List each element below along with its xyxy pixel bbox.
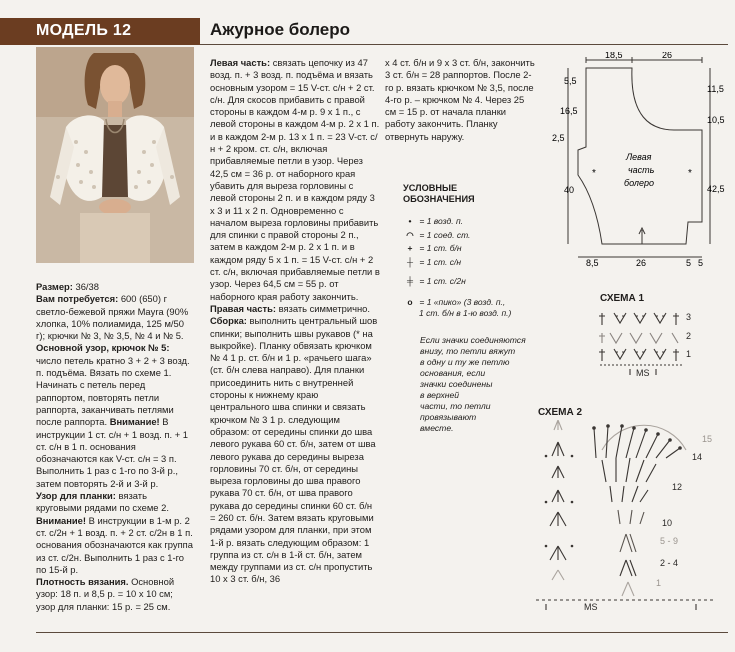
note-line: в верхней — [420, 390, 460, 400]
legend-item — [403, 216, 463, 226]
legend-item — [403, 257, 461, 267]
size-label: Размер: — [36, 281, 73, 292]
schema-2-chart — [536, 420, 716, 610]
model-banner — [0, 18, 200, 45]
pattern-label-1: Левая — [626, 152, 652, 162]
slip-stitch-icon: ◠ — [406, 230, 414, 240]
instructions-column-3 — [385, 57, 535, 143]
note-line: основания, если — [420, 368, 486, 378]
right-part-label: Правая часть: — [210, 302, 276, 314]
legend-item-text: = 1 «пико» (3 возд. п., — [419, 297, 506, 307]
density-text: Основной узор: 18 п. и 8,5 р. = 10 x 10 см; узор для планки: 15 р. = 25 см. — [36, 576, 175, 612]
page-title: Ажурное болеро — [210, 20, 351, 39]
density-label: Плотность вязания. — [36, 576, 129, 588]
model-photo — [36, 47, 194, 263]
schema-2-row-2-4: 2 - 4 — [660, 558, 679, 568]
seam-star-right: * — [688, 168, 692, 179]
attention2-text: В инструкции в 1-м р. 2 ст. с/2н + 1 возд. п. + 2 ст. с/2н в 1 п. основания обозначаются как группа из ст. с/2н. Выполнить 1 раз с 1-го по 15-й р. — [36, 514, 193, 575]
schema-2-row-10: 10 — [662, 518, 673, 528]
dim-top-1: 18,5 — [605, 52, 623, 60]
note-line: в одну и ту же петлю — [420, 357, 510, 367]
seam-star-left: * — [592, 168, 596, 179]
assembly-text: выполнить центральный шов спинки; выполнить швы рукавов (* на выкройке). Планку обвязать крючком № 4 1 р. ст. б/н и 1 р. «рачьего шага» (ст. б/н слева направо). Для планки присоединить нить с внутренней стороны к нижнему краю центрального шва спинки и связать крючком № 3 1 р. следующим образом: от середины спинки до шва левого рукава 60 ст. б/н, затем от шва левого рукава до середины выреза горловины 70 ст. б/н, от середины выреза горловины до шва правого рукава 70 ст. б/н, от шва правого рукава до середины спинки 60 ст. б/н = 260 ст. б/н. Затем вязать круговыми рядами узором для планки, при этом 1-й р. вязать следующим образом: 1 группа из ст. с/н в 1-й ст. б/н, затем между группами из ст. с/н пропустить 10 x 3 ст. б/н, 36 — [210, 315, 378, 585]
schema-1-chart — [596, 307, 696, 377]
bottom-rule — [36, 632, 728, 633]
treble-crochet-icon: ╪ — [406, 276, 414, 286]
continuation-text: x 4 ст. б/н и 9 x 3 ст. б/н, закончить 3 ст. б/н = 28 раппортов. После 2-го р. вязать крючком № 3,5, после 4-го р. – крючком № 4. Через 25 см = 15 р. от начала планки работу закончить. Планку отвернуть наружу. — [385, 57, 535, 142]
right-part-text: вязать симметрично. — [278, 302, 370, 314]
legend-item-text: = 1 возд. п. — [419, 216, 463, 226]
picot-icon: о — [407, 297, 413, 307]
border-pattern-label: Узор для планки: — [36, 490, 116, 502]
legend-item-text: = 1 ст. с/н — [419, 257, 462, 267]
dim-bottom-3: 5 — [686, 258, 692, 268]
instructions-column-1 — [36, 281, 194, 613]
left-part-label: Левая часть: — [210, 57, 271, 68]
schema-2-row-5-9: 5 - 9 — [660, 536, 679, 546]
schema-1-row-3: 3 — [686, 312, 692, 322]
needs-text: 600 (650) г светло-бежевой пряжи Mayra (90% хлопка, 10% полиамида, 125 м/50 г); крючки № 3, № 3,5, № 4 и № 5. — [36, 293, 189, 342]
left-part-text: связать цепочку из 47 возд. п. + 3 возд. п. подъёма и вязать основным узором = 15 V-ст. с/н + 2 ст. с/н. Для скосов прибавить с правой стороны в каждом 4-м р. 9 x 1 п., с левой стороны в каждом 4-м р. 2 x 1 п. и в каждом 2-м р. 13 x 1 п. = 23 V-ст. с/н + 2 кром. ст. с/н, включая прибавляемые петли в узор. Через 42,5 см = 36 р. от наборного края убавить для выреза горловины с левой стороны 2 п. и в каждом ряду 3 x 3 и 11 x 2 п. Одновременно с началом выреза горловины прибавить для спинки с правой стороны 2 п., затем в каждом 2-м р. 2 x 1 п. и в каждом ряду 5 x 1 п. = 15 V-ст. с/н + 2 ст. с/н, включая прибавляемые петли в узор. Через 64,5 см = 55 р. от наборного края работу закончить. — [210, 57, 380, 302]
note-line: значки соединены — [420, 379, 493, 389]
legend-item — [403, 230, 470, 240]
assembly-label: Сборка: — [210, 315, 247, 327]
schema-1-row-1: 1 — [686, 349, 692, 359]
chain-stitch-icon: • — [408, 216, 412, 226]
schema-2-row-1: 1 — [656, 578, 662, 588]
schema-2-ms: MS — [584, 602, 598, 612]
legend-item — [419, 308, 511, 318]
dim-bottom-2: 26 — [636, 258, 647, 268]
symbols-note — [420, 335, 530, 434]
note-line: Если значки соединяются — [420, 335, 526, 345]
size-value: 36/38 — [75, 281, 99, 292]
note-line: провязывают — [420, 412, 477, 422]
attention2-label: Внимание! — [36, 514, 86, 526]
dim-left-1: 5,5 — [564, 76, 577, 86]
single-crochet-icon: + — [407, 243, 413, 253]
header-rule — [200, 44, 728, 45]
legend-item-text: = 1 ст. с/2н — [419, 276, 466, 286]
instructions-column-2 — [210, 57, 380, 586]
legend-item — [403, 276, 466, 286]
legend-title-2: ОБОЗНАЧЕНИЯ — [403, 194, 475, 204]
schema-2-label: СХЕМА 2 — [538, 407, 583, 418]
border-pattern-text: вязать круговыми рядами по схеме 2. — [36, 490, 169, 514]
note-line: части, то петли — [420, 401, 491, 411]
schema-2-row-15: 15 — [702, 434, 713, 444]
legend-item — [403, 297, 505, 307]
schema-1-label: СХЕМА 1 — [600, 293, 645, 304]
attention-label: Внимание! — [109, 416, 160, 428]
legend-title-1: УСЛОВНЫЕ — [403, 183, 458, 193]
note-line: внизу, то петли вяжут — [420, 346, 516, 356]
double-crochet-icon: ┼ — [406, 257, 414, 267]
dim-right-3: 42,5 — [707, 184, 725, 194]
dim-left-3: 2,5 — [552, 133, 565, 143]
note-line: вместе. — [420, 423, 454, 433]
dim-left-2: 16,5 — [560, 106, 578, 116]
needs-label: Вам потребуется: — [36, 293, 119, 305]
schema-1-row-2: 2 — [686, 331, 692, 341]
legend-item-text: = 1 соед. ст. — [419, 230, 471, 240]
main-pattern-label: Основной узор, крючок № 5: — [36, 342, 170, 354]
pattern-label-3: болеро — [624, 178, 654, 188]
legend-item-text: 1 ст. б/н в 1-ю возд. п.) — [419, 308, 512, 318]
legend — [403, 183, 518, 318]
bolero-photo-illustration — [36, 47, 194, 263]
dim-bottom-1: 8,5 — [586, 258, 599, 268]
main-pattern-text: число петель кратно 3 + 2 + 3 возд. п. подъёма. Вязать по схеме 1. Начинать с петель перед раппортом, повторять петли раппорта, заканчивать петлями после раппорта. — [36, 354, 190, 428]
legend-item — [403, 243, 462, 253]
model-label: МОДЕЛЬ 12 — [36, 22, 132, 39]
dim-right-2: 10,5 — [707, 115, 725, 125]
dim-bottom-4: 5 — [698, 258, 704, 268]
schema-2-row-12: 12 — [672, 482, 683, 492]
attention-text: В инструкции 1 ст. с/н + 1 возд. п. + 1 ст. с/н в 1 п. основания обозначаются как V-ст. с/н = 3 п. Выполнить 1 раз с 1-го по 3-й р., затем повторять 2-й и 3-й р. — [36, 416, 189, 489]
dim-top-2: 26 — [662, 52, 673, 60]
schema-1-ms: MS — [636, 368, 650, 378]
schema-2-row-14: 14 — [692, 452, 703, 462]
bolero-pattern-diagram — [550, 52, 730, 272]
dim-right-1: 11,5 — [707, 84, 724, 94]
dim-left-4: 40 — [564, 185, 575, 195]
legend-item-text: = 1 ст. б/н — [419, 243, 462, 253]
pattern-label-2: часть — [628, 165, 655, 175]
